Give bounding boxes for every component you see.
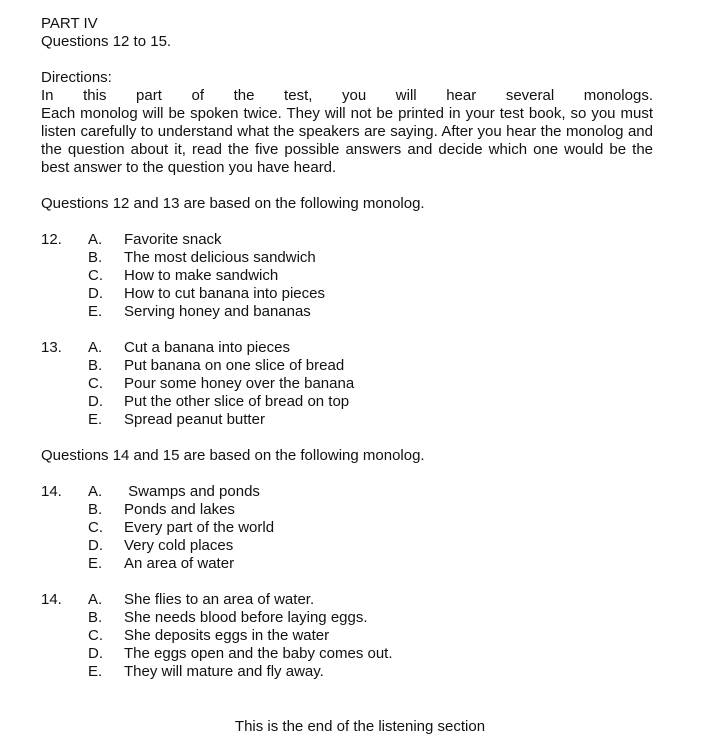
end-of-section-note: This is the end of the listening section: [234, 718, 486, 735]
answer-option: [41, 411, 653, 429]
answer-option: [41, 483, 653, 501]
answer-option: [41, 357, 653, 375]
option-text: The eggs open and the baby comes out.: [124, 645, 393, 662]
question-number: 14.: [41, 483, 62, 500]
option-text: Ponds and lakes: [124, 501, 235, 518]
answer-option: [41, 285, 653, 303]
answer-option: [41, 627, 653, 645]
answer-option: [41, 537, 653, 555]
questions-range: Questions 12 to 15.: [41, 33, 172, 50]
answer-option: [41, 339, 653, 357]
answer-option: [41, 591, 653, 609]
option-letter: E.: [88, 555, 103, 572]
option-text: Favorite snack: [124, 231, 222, 248]
option-text: How to make sandwich: [124, 267, 279, 284]
option-text: They will mature and fly away.: [124, 663, 324, 680]
question-number: 14.: [41, 591, 62, 608]
answer-option: [41, 267, 653, 285]
answer-option: [41, 609, 653, 627]
option-letter: E.: [88, 411, 103, 428]
answer-option: [41, 519, 653, 537]
directions-first-line: In this part of the test, you will hear several monologs.: [41, 87, 653, 104]
directions-label: Directions:: [41, 69, 112, 86]
option-letter: D.: [88, 645, 103, 662]
option-letter: A.: [88, 231, 103, 248]
option-text: Swamps and ponds: [124, 483, 260, 500]
option-letter: C.: [88, 627, 103, 644]
directions-text: Each monolog will be spoken twice. They will not be printed in your test book, so you must listen carefully to understand what the speakers are saying. After you hear the monolog and the question about it, read the five possible answers and decide which one would be the best answer to the question you have heard.: [41, 105, 653, 176]
option-text: She deposits eggs in the water: [124, 627, 330, 644]
option-letter: A.: [88, 339, 103, 356]
answer-option: [41, 393, 653, 411]
part-title: PART IV: [41, 15, 98, 32]
option-text: The most delicious sandwich: [124, 249, 316, 266]
option-text: Cut a banana into pieces: [124, 339, 290, 356]
answer-option: [41, 555, 653, 573]
document-body: [41, 15, 653, 681]
section-intro: Questions 12 and 13 are based on the following monolog.: [41, 195, 425, 212]
option-text: Every part of the world: [124, 519, 275, 536]
section-intro: Questions 14 and 15 are based on the following monolog.: [41, 447, 425, 464]
option-text: Put banana on one slice of bread: [124, 357, 345, 374]
option-text: Put the other slice of bread on top: [124, 393, 350, 410]
option-letter: B.: [88, 357, 103, 374]
option-letter: D.: [88, 285, 103, 302]
option-letter: C.: [88, 267, 103, 284]
answer-option: [41, 645, 653, 663]
option-letter: A.: [88, 483, 103, 500]
option-letter: A.: [88, 591, 103, 608]
option-text: Pour some honey over the banana: [124, 375, 355, 392]
option-text: Very cold places: [124, 537, 234, 554]
option-text: Spread peanut butter: [124, 411, 265, 428]
answer-option: [41, 249, 653, 267]
answer-option: [41, 501, 653, 519]
option-text: She needs blood before laying eggs.: [124, 609, 368, 626]
question-13: [41, 339, 653, 429]
question-12: [41, 231, 653, 321]
answer-option: [41, 663, 653, 681]
option-letter: E.: [88, 303, 103, 320]
option-letter: B.: [88, 501, 103, 518]
option-letter: C.: [88, 375, 103, 392]
option-letter: B.: [88, 249, 103, 266]
option-letter: D.: [88, 393, 103, 410]
option-letter: C.: [88, 519, 103, 536]
option-text: She flies to an area of water.: [124, 591, 315, 608]
option-letter: D.: [88, 537, 103, 554]
question-number: 13.: [41, 339, 62, 356]
option-text: How to cut banana into pieces: [124, 285, 325, 302]
option-letter: E.: [88, 663, 103, 680]
option-letter: B.: [88, 609, 103, 626]
option-text: Serving honey and bananas: [124, 303, 311, 320]
option-text: An area of water: [124, 555, 235, 572]
answer-option: [41, 375, 653, 393]
answer-option: [41, 231, 653, 249]
question-15: [41, 591, 653, 681]
question-14: [41, 483, 653, 573]
answer-option: [41, 303, 653, 321]
question-number: 12.: [41, 231, 62, 248]
